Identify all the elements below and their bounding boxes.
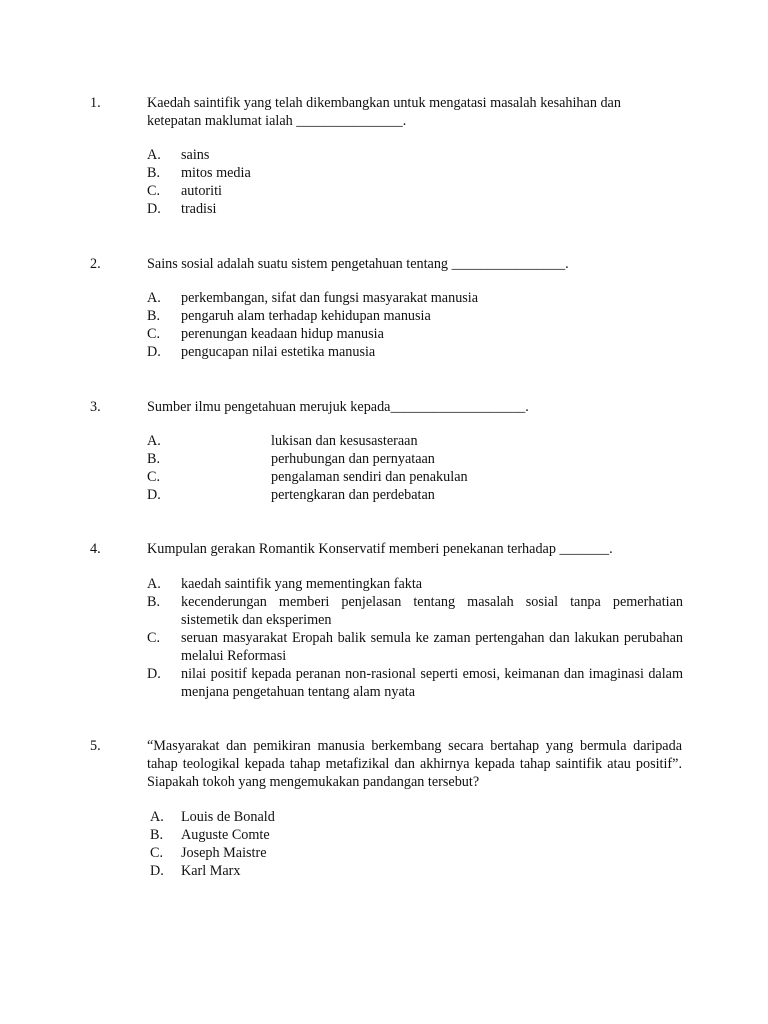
question-text: Sains sosial adalah suatu sistem pengetahuan tentang ________________.	[147, 256, 569, 272]
option-letter: C.	[147, 630, 161, 646]
option-d	[147, 862, 683, 880]
option-d	[147, 343, 683, 361]
option-a	[147, 432, 683, 450]
question-text: “Masyarakat dan pemikiran manusia berkembang secara bertahap yang bermula daripada tahap teologikal kepada tahap metafizikal dan akhirnya kepada tahap saintifik atau positif”. Siapakah tokoh yang mengemukakan pandangan tersebut?	[147, 738, 682, 790]
option-a	[147, 808, 683, 826]
option-letter: D.	[147, 487, 161, 503]
option-letter: B.	[147, 594, 161, 610]
option-text: pertengkaran dan perdebatan	[271, 487, 435, 503]
option-letter: B.	[147, 165, 161, 181]
option-text: Louis de Bonald	[181, 809, 275, 825]
question-number: 5.	[90, 738, 101, 754]
option-letter: D.	[147, 666, 161, 682]
option-text: Auguste Comte	[181, 827, 270, 843]
answer-options	[147, 289, 683, 361]
option-letter: C.	[147, 326, 161, 342]
option-letter: D.	[147, 344, 161, 360]
option-text: mitos media	[181, 165, 251, 181]
question-number: 3.	[90, 399, 101, 415]
option-text: autoriti	[181, 183, 222, 199]
option-letter: D.	[150, 863, 164, 879]
answer-options	[147, 808, 683, 880]
option-text: pengucapan nilai estetika manusia	[181, 344, 376, 360]
option-c	[147, 182, 683, 200]
answer-options	[147, 146, 683, 218]
option-letter: A.	[150, 809, 164, 825]
option-letter: A.	[147, 290, 161, 306]
option-c	[147, 468, 683, 486]
option-text: kaedah saintifik yang mementingkan fakta	[181, 576, 423, 592]
option-a	[147, 146, 683, 164]
option-b	[147, 164, 683, 182]
option-d	[147, 665, 683, 701]
option-letter: A.	[147, 147, 161, 163]
option-b	[147, 593, 683, 629]
option-b	[147, 826, 683, 844]
option-b	[147, 450, 683, 468]
question-number: 1.	[90, 95, 101, 111]
option-d	[147, 486, 683, 504]
option-c	[147, 325, 683, 343]
option-text: nilai positif kepada peranan non-rasional seperti emosi, keimanan dan imaginasi dalam menjana pengetahuan tentang alam nyata	[181, 666, 683, 700]
answer-options	[147, 575, 683, 701]
option-a	[147, 289, 683, 307]
option-letter: C.	[147, 183, 161, 199]
option-text: Joseph Maistre	[181, 845, 267, 861]
option-letter: B.	[147, 308, 161, 324]
question-text: Kaedah saintifik yang telah dikembangkan untuk mengatasi masalah kesahihan dan ketepatan maklumat ialah _______________.	[147, 95, 621, 129]
option-text: kecenderungan memberi penjelasan tentang masalah sosial tanpa pemerhatian sistemetik dan eksperimen	[181, 594, 683, 628]
option-d	[147, 200, 683, 218]
option-text: lukisan dan kesusasteraan	[271, 433, 418, 449]
answer-options	[147, 432, 683, 504]
question-number: 2.	[90, 256, 101, 272]
option-text: sains	[181, 147, 210, 163]
option-text: perhubungan dan pernyataan	[271, 451, 435, 467]
option-text: tradisi	[181, 201, 217, 217]
option-letter: B.	[150, 827, 164, 843]
question-number: 4.	[90, 541, 101, 557]
option-c	[147, 629, 683, 665]
option-letter: A.	[147, 433, 161, 449]
option-text: perkembangan, sifat dan fungsi masyarakat manusia	[181, 290, 479, 306]
option-a	[147, 575, 683, 593]
option-text: pengaruh alam terhadap kehidupan manusia	[181, 308, 431, 324]
option-letter: A.	[147, 576, 161, 592]
option-letter: D.	[147, 201, 161, 217]
option-letter: B.	[147, 451, 161, 467]
option-letter: C.	[147, 469, 161, 485]
question-text: Kumpulan gerakan Romantik Konservatif memberi penekanan terhadap _______.	[147, 541, 613, 557]
option-letter: C.	[150, 845, 164, 861]
option-b	[147, 307, 683, 325]
option-text: pengalaman sendiri dan penakulan	[271, 469, 468, 485]
option-text: Karl Marx	[181, 863, 241, 879]
option-text: perenungan keadaan hidup manusia	[181, 326, 384, 342]
option-c	[147, 844, 683, 862]
question-text: Sumber ilmu pengetahuan merujuk kepada___________________.	[147, 399, 529, 415]
option-text: seruan masyarakat Eropah balik semula ke zaman pertengahan dan lakukan perubahan melalui Reformasi	[181, 630, 683, 664]
